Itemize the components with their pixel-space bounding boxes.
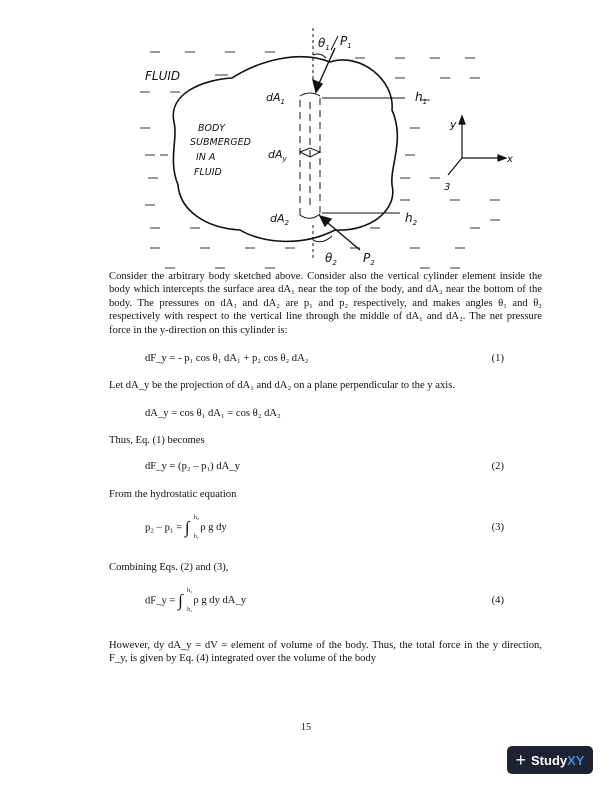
page-number: 15 — [301, 722, 311, 733]
dA2-label: $dA_2$ — [270, 212, 289, 227]
submerged-body-figure — [0, 0, 612, 270]
equation-3 — [145, 515, 227, 540]
body-label-line-3: IN A — [196, 152, 216, 163]
equation-1: dF_y = - p₁ cos θ₁ dA₁ + p₂ cos θ₂ dA₂ — [145, 353, 309, 364]
axis-x-label: x — [507, 154, 513, 165]
paragraph-1: Consider the arbitrary body sketched above. Consider also the vertical cylinder element inside the body which intercepts the surface area dA₁ near the top of the body, and dA₂ near the bottom of the body. The pressures on dA₁ and dA₂ are p₁ and p₂ respectively, and makes angles θ₁ and θ₂ respectively with respect to the vertical line through the middle of dA₁ and dA₂. The net pressure force in the y-direction on this cylinder is: — [109, 271, 542, 336]
integral-4-icon: ∫ h₂ h₁ — [178, 588, 193, 613]
paragraph-4: From the hydrostatic equation — [109, 489, 237, 500]
studyxy-badge[interactable] — [507, 746, 593, 774]
plus-icon: + — [515, 750, 527, 770]
equation-4-number: (4) — [491, 595, 504, 606]
equation-1-number: (1) — [491, 353, 504, 364]
integral-3-lower: h₁ — [193, 534, 199, 540]
paragraph-3: Thus, Eq. (1) becomes — [109, 435, 205, 446]
equation-4 — [145, 588, 247, 613]
integral-4-upper: h₂ — [187, 588, 193, 594]
equation-3-number: (3) — [491, 522, 504, 533]
dAy-label: $dA_y$ — [268, 148, 287, 163]
paragraph-6: However, dy dA_y = dV = element of volume of the body. Thus, the total force in the y direction, F_y, is given by Eq. (4) integrated over the volume of the body — [109, 640, 542, 665]
equation-2: dF_y = (p₂ – p₁) dA_y — [145, 461, 240, 472]
paragraph-2: Let dA_y be the projection of dA₁ and dA₂ on a plane perpendicular to the y axis. — [109, 380, 455, 391]
brand-accent: XY — [567, 752, 585, 768]
integral-4-lower: h₁ — [187, 607, 193, 613]
brand-main: Study — [531, 752, 568, 768]
body-label-line-4: FLUID — [194, 167, 222, 178]
paragraph-5: Combining Eqs. (2) and (3), — [109, 562, 229, 573]
equation-2-number: (2) — [491, 461, 504, 472]
p1-label: $P_1$ — [340, 34, 352, 50]
h1-label: $h_1$ — [415, 90, 428, 106]
equation-4-lhs: dF_y = — [145, 595, 176, 607]
dA1-label: $dA_1$ — [266, 91, 285, 106]
body-label-line-2: SUBMERGED — [190, 137, 251, 148]
theta1-label: $\theta_1$ — [318, 36, 330, 52]
p2-label: $P_2$ — [363, 251, 375, 267]
cylinder-element — [300, 28, 320, 260]
equation-4-integrand: ρ g dy dA_y — [193, 595, 247, 607]
body-outline — [173, 57, 397, 242]
h2-label: $h_2$ — [405, 211, 418, 227]
axis-y-label: y — [450, 118, 457, 131]
equation-3-lhs: p₂ – p₁ = — [145, 522, 183, 534]
axes — [448, 116, 506, 175]
axis-z-label: 3 — [444, 182, 451, 193]
integral-3-upper: h₂ — [193, 515, 199, 521]
equation-projection: dA_y = cos θ₁ dA₁ = cos θ₂ dA₂ — [145, 408, 281, 419]
equation-3-integrand: ρ g dy — [200, 522, 227, 534]
theta2-label: $\theta_2$ — [325, 251, 337, 267]
body-label-line-1: BODY — [198, 123, 226, 134]
fluid-label: FLUID — [145, 69, 181, 83]
integral-3-icon: ∫ h₂ h₁ — [184, 515, 199, 540]
